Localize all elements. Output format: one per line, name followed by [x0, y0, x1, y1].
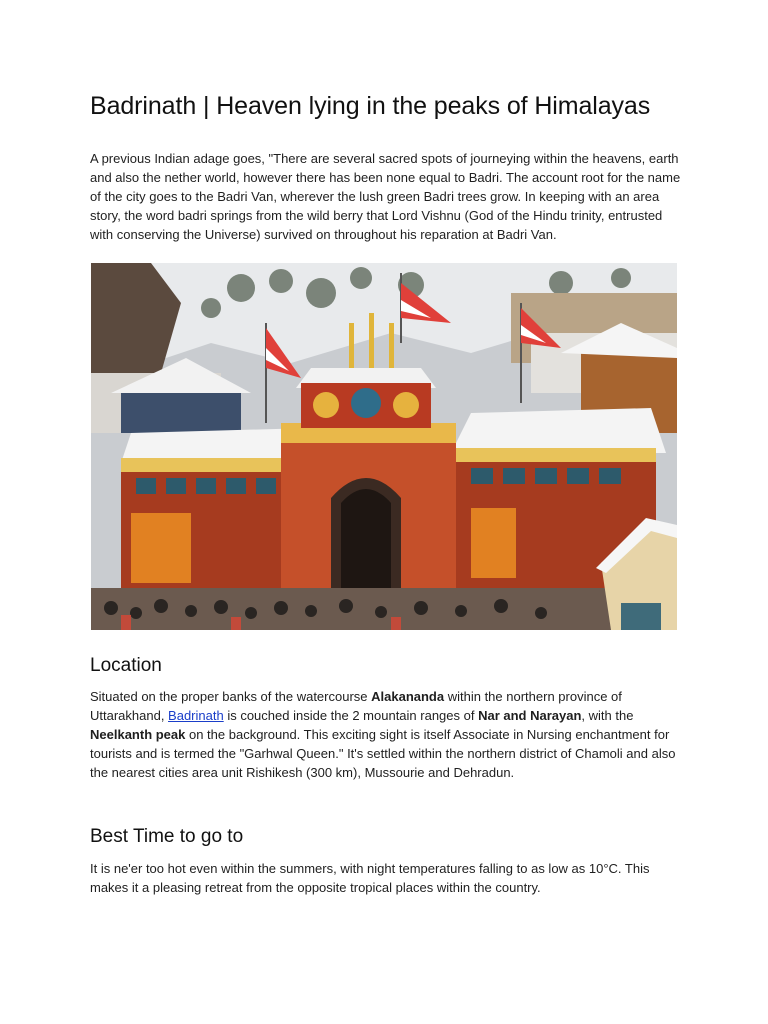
best-time-section — [90, 826, 682, 897]
location-text-2: within the northern province of Uttarakhand, — [90, 689, 622, 723]
page-title: Badrinath | Heaven lying in the peaks of Himalayas — [90, 92, 651, 120]
location-heading: Location — [90, 655, 162, 676]
intro-paragraph: A previous Indian adage goes, "There are several sacred spots of journeying within the heavens, earth and also the nether world, however there has been none equal to Badri. The account root for the name of the city goes to the Badri Van, wherever the lush green Badri trees grow. In keeping with an area story, the word badri springs from the wild berry that Lord Vishnu (God of the Hindu trinity, entrusted with conserving the Universe) survived on throughout his reparation at Badri Van. — [90, 151, 681, 242]
river-name: Alakananda — [371, 689, 445, 704]
location-text-5: on the background. This exciting sight is itself Associate in Nursing enchantment for tourists and is termed the "Garhwal Queen." It's settled within the northern district of Chamoli and also the nearest cities area unit Rishikesh (300 km), Mussourie and Dehradun. — [90, 727, 676, 780]
badrinath-link[interactable]: Badrinath — [168, 708, 224, 723]
location-paragraph — [90, 687, 682, 782]
location-section — [90, 655, 682, 782]
intro-section — [90, 149, 682, 244]
best-time-heading: Best Time to go to — [90, 826, 244, 847]
mountain-ranges: Nar and Narayan — [478, 708, 582, 723]
location-text-3: is couched inside the 2 mountain ranges of — [223, 708, 479, 723]
location-text-1: Situated on the proper banks of the watercourse — [90, 689, 372, 704]
best-time-paragraph: It is ne'er too hot even within the summers, with night temperatures falling to as low as 10°C. This makes it a pleasing retreat from the opposite tropical places within the country. — [90, 861, 650, 895]
peak-name: Neelkanth peak — [90, 727, 186, 742]
location-text-4: , with the — [581, 708, 634, 723]
temple-photo — [91, 263, 677, 630]
